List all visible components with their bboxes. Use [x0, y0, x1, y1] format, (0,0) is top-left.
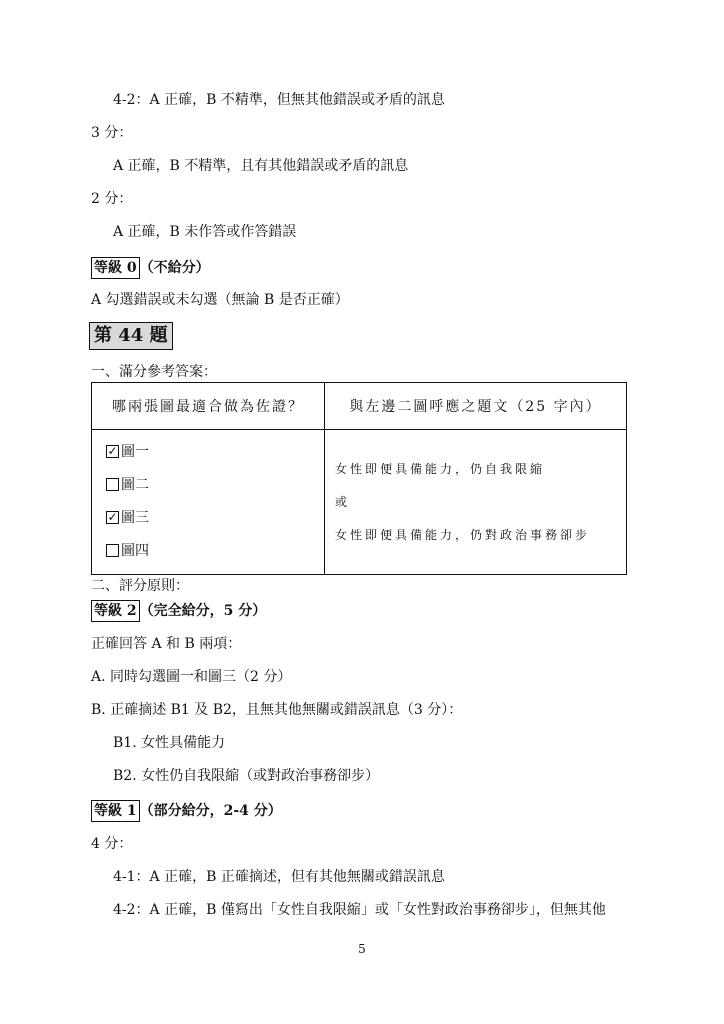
grade-2-heading: [91, 600, 266, 622]
text-line: A. 同時勾選圖一和圖三（2 分）: [91, 669, 292, 685]
header-left: 哪兩張圖最適合做為佐證？: [92, 383, 325, 430]
checkbox-checked-icon: ✓: [107, 443, 118, 458]
response-1: 女性即便具備能力，仍自我限縮: [335, 461, 546, 476]
section-heading: 一、滿分參考答案：: [91, 364, 217, 380]
grade-1-heading: [91, 800, 282, 822]
grade-2-text: （完全給分，5 分）: [139, 603, 267, 619]
text-line: 4-2：A 正確，B 僅寫出「女性自我限縮」或「女性對政治事務卻步」，但無其他: [113, 902, 606, 918]
option-3: [106, 502, 324, 535]
answer-table: [91, 382, 627, 575]
response-2: 女性即便具備能力，仍對政治事務卻步: [335, 527, 591, 542]
grade-0-text: （不給分）: [139, 260, 210, 276]
options-cell: [92, 430, 325, 575]
option-label: 圖四: [121, 543, 149, 559]
text-line: 3 分：: [91, 125, 133, 141]
page-number: 5: [358, 942, 366, 956]
grade-0-heading: [91, 257, 210, 279]
text-line: B1. 女性具備能力: [113, 735, 226, 751]
response-or: 或: [335, 494, 351, 509]
option-label: 圖三: [121, 510, 149, 526]
option-4: [106, 535, 324, 568]
text-line: 正確回答 A 和 B 兩項：: [91, 636, 242, 652]
text-line: B2. 女性仍自我限縮（或對政治事務卻步）: [113, 768, 380, 784]
option-label: 圖一: [121, 444, 149, 460]
header-right: 與左邊二圖呼應之題文（25 字內）: [325, 383, 627, 430]
text-line: A 正確，B 未作答或作答錯誤: [113, 224, 297, 240]
checkbox-empty-icon: [106, 544, 119, 557]
grade-0-label: 等級 0: [91, 257, 140, 279]
grade-1-label: 等級 1: [91, 800, 140, 822]
section-heading: 二、評分原則：: [91, 578, 189, 594]
text-line: 4 分：: [91, 836, 133, 852]
option-2: [106, 469, 324, 502]
text-line: 2 分：: [91, 191, 133, 207]
checkbox-empty-icon: [106, 478, 119, 491]
text-line: 4-1：A 正確，B 正確摘述，但有其他無關或錯誤訊息: [113, 869, 445, 885]
question-title: 第 44 題: [89, 322, 173, 350]
text-line: A 勾選錯誤或未勾選（無論 B 是否正確）: [91, 292, 349, 308]
response-cell: [325, 430, 627, 575]
option-1: [106, 436, 324, 469]
grade-1-text: （部分給分，2-4 分）: [139, 803, 282, 819]
option-label: 圖二: [121, 477, 149, 493]
grade-2-label: 等級 2: [91, 600, 140, 622]
text-line: B. 正確摘述 B1 及 B2，且無其他無關或錯誤訊息（3 分）：: [91, 702, 463, 718]
text-line: A 正確，B 不精準，且有其他錯誤或矛盾的訊息: [113, 158, 409, 174]
text-line: 4-2：A 正確，B 不精準，但無其他錯誤或矛盾的訊息: [113, 92, 445, 108]
checkbox-checked-icon: ✓: [107, 509, 118, 524]
